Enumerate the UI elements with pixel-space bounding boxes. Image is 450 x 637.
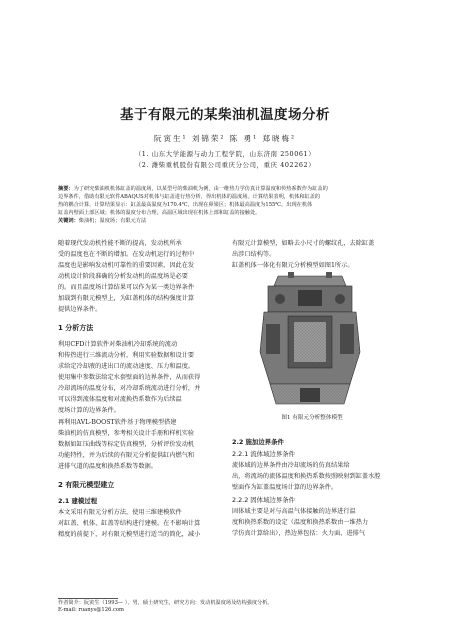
text-line: 壁面作为缸盖温度场计算的边界条件。 [232, 484, 338, 491]
text-line: 使用集中参数法给定水套壁面的边界条件，从而获得 [58, 374, 201, 381]
text-line: 进排气道的温度和换热系数等数据。 [58, 463, 157, 470]
text-line: 再利用AVL-BOOST软件基于物理模型搭建 [58, 419, 177, 426]
footnote-line: 作者简介：阮寅生（1993— ），男，硕士研究生，研究方向：发动机温度场及结构强度分析。 [58, 600, 273, 606]
text-line: 数据如缸压曲线等标定仿真模型，分析评价发动机 [58, 441, 195, 448]
text-line: 受的温度也在不断的增加。在发动机运行的过程中 [58, 251, 195, 258]
subsection-2-1-heading: 2.1 建模过程 [58, 497, 98, 505]
subsection-2-2-1-paragraph [232, 460, 392, 493]
text-line: 出涉口结构等。 [232, 251, 276, 258]
figure-1-caption: 图1 有限元分析整体模型 [281, 415, 343, 421]
subsection-2-2-1-heading: 2.2.1 流体域边界条件 [232, 450, 296, 458]
paper-title: 基于有限元的某柴油机温度场分析 [120, 107, 330, 123]
affiliation-1: （1. 山东大学能源与动力工程学院，山东济南 250061） [134, 150, 316, 158]
text-line: 提供边界条件。 [58, 306, 102, 313]
text-line: 流体域的边界条件由冷却流场的仿真结果给 [232, 462, 350, 469]
subsection-2-1-paragraph [58, 507, 218, 540]
abstract-line: 边界条件，借助有限元软件ABAQUS对机体与缸盖进行热分析，得出机体的温度场。计算结果表明，机体和缸盖的 [58, 194, 321, 200]
text-line: 冷却流场的温度分布，对冷却系统流动进行分析，并 [58, 385, 201, 392]
text-line: 和传热进行三维流动分析，利用实验数据和设计要 [58, 352, 195, 359]
text-line: 度和换热系数的设定（温度和换热系数由一维热力 [232, 519, 369, 526]
abstract-line: 为了研究柴油机机体缸盖的温度场，以某型号的柴油机为例，由一维热力学仿真计算温度和传热系数作为缸盖的 [73, 186, 328, 192]
text-line: 随着现代发动机性能不断的提高，发动机所承 [58, 240, 182, 247]
section-1-heading: 1 分析方法 [58, 324, 94, 332]
subsection-2-2-2-heading: 2.2.2 固体域边界条件 [232, 496, 296, 504]
text-line: 精度的前提下，对有限元模型进行适当的简化，减小 [58, 531, 201, 538]
right-intro-paragraph [232, 238, 392, 271]
engine-model-image [250, 272, 370, 410]
abstract-label: 摘要： [58, 186, 74, 192]
keywords: 柴油机；温度场；有限元方法 [78, 218, 147, 224]
intro-paragraph [58, 238, 218, 315]
subsection-2-2-heading: 2.2 施加边界条件 [232, 438, 284, 446]
text-line: 缸盖机体一体化有限元分析模型如图1所示。 [232, 262, 354, 269]
text-line: 温度也是影响发动机可靠性的重要因素，因此在发 [58, 262, 195, 269]
text-line: 对缸盖、机体、缸盖等结构进行建模，在不影响计算 [58, 520, 201, 527]
text-line: 度场计算的边界条件。 [58, 407, 120, 414]
text-line: 加载到有限元模型上，为缸盖机体的结构强度计算 [58, 295, 195, 302]
section-1-paragraph [58, 339, 218, 416]
abstract-line: 热的耦合计算，计算结果显示：缸盖最高温度为170.4℃，出现在鼻梁区；机体最高温度为155℃，出现在机体 [58, 202, 313, 208]
text-line: 出，将流场的流体温度和换热系数按照映射到缸盖水腔 [232, 473, 381, 480]
text-line: 利用CFD计算软件对柴油机冷却系统的流动 [58, 341, 178, 348]
abstract-line: 缸盖内壁面上部区域；机体的温度分布合理，高温区域出现在机体上部和缸盖的接触处。 [58, 210, 261, 216]
section-2-heading: 2 有限元模型建立 [58, 481, 115, 489]
footnote-divider [58, 598, 118, 599]
affiliation-2: （2. 潍柴重机股份有限公司重庆分公司，重庆 402262） [134, 161, 316, 169]
keywords-label: 关键词： [58, 218, 79, 224]
text-line: 可以得到流体温度和对流换热系数作为后续温 [58, 396, 182, 403]
text-line: 柴油机的仿真模型，参考相关设计手册和样机实验 [58, 430, 195, 437]
text-line: 动机设计阶段准确的分析发动机的温度场是必要 [58, 273, 188, 280]
figure-1-fea-model [250, 272, 370, 457]
section-1-paragraph-b [58, 417, 218, 472]
abstract [58, 185, 390, 225]
text-line: 的。而且温度场计算结果可以作为某一类边界条件 [58, 284, 195, 291]
authors: 阮寅生¹ 刘锦荣² 陈 勇¹ 郑晓梅² [153, 134, 297, 143]
text-line: 本文采用有限元分析方法，使用三维建模软件 [58, 509, 182, 516]
text-line: 求给定冷却液的进出口的流动速度、压力和温度。 [58, 363, 195, 370]
footnote [58, 600, 358, 614]
footnote-line: E-mail: ruanys@126.com [58, 607, 124, 613]
text-line: 有限元计算模型，如略去小尺寸的螺纹孔，去除缸盖 [232, 240, 375, 247]
subsection-2-2-2-paragraph [232, 506, 392, 539]
text-line: 学仿真计算给出），热边界包括：火力面、进排气 [232, 530, 366, 537]
text-line: 固体域主要是对与高温气体接触的边界进行温 [232, 508, 356, 515]
text-line: 功能特性，并为后续的有限元分析提供缸内燃气和 [58, 452, 195, 459]
